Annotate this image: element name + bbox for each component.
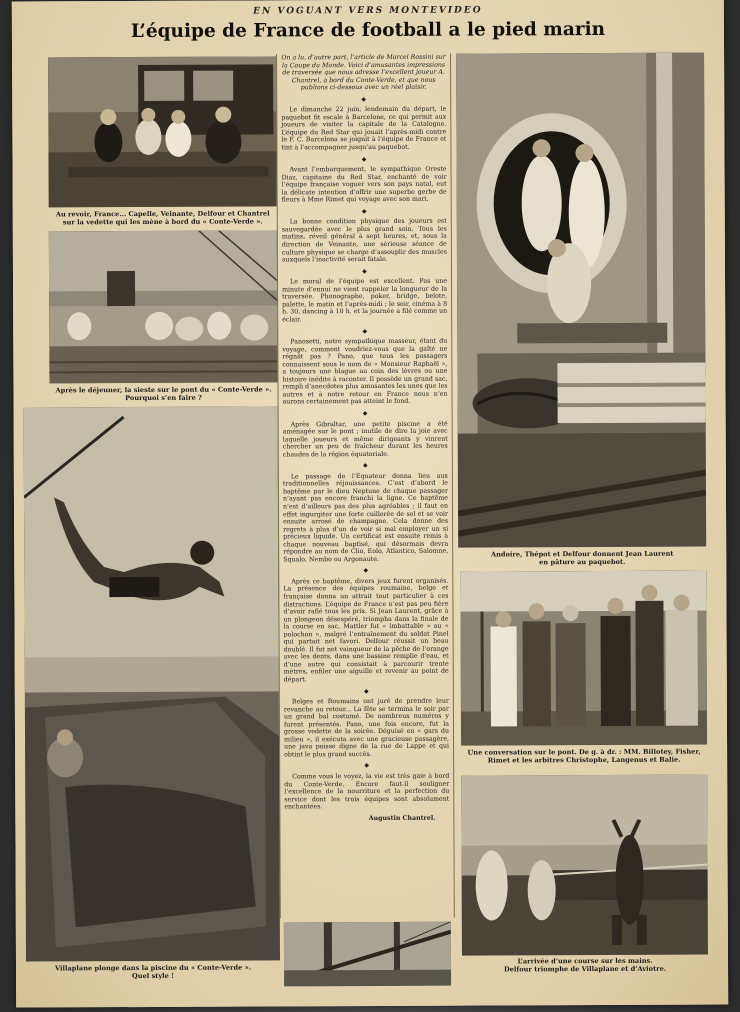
article-paragraph: Belges et Roumains ont juré de prendre leur revanche au retour... La fête se termina le soir par un grand bal costumé. De nombreux numéros y furent présentés. Pano, une fois encore, fut la grosse vedette de la soirée. Déguisé en « gars du milieu », il exécuta avec une gracieuse passagère, une java poisse digne de la rue de Lappe et qui obtint le plus grand succès. (283, 697, 450, 759)
caption-piscine-line-2: Quel style ! (132, 972, 175, 981)
article-paragraph: La bonne condition physique des joueurs est sauvegardée avec le plus grand soin. Tous les matins, réveil général à sept heures, et, sous la direction de Veinante, une sérieuse séance de culture physique se charge d’assouplir des muscles auxquels l’inactivité serait fatale. (281, 218, 447, 264)
article-paragraph: Après Gibraltar, une petite piscine a été aménagée sur le pont ; inutile de dire la joie avec laquelle joueurs et même dirigeants y vinrent chercher un peu de fraîcheur durant les heures chaudes de la région équatoriale. (282, 420, 448, 459)
section-kicker: EN VOGUANT VERS MONTEVIDEO (253, 5, 483, 17)
caption-sieste-text: Après le déjeuner, la sieste sur le pont du « Conte-Verde ». Pourquoi s’en faire ? (55, 385, 272, 403)
caption-course (462, 957, 708, 974)
article-paragraph: Le dimanche 22 juin, lendemain du départ, le paquebot fit escale à Barcelone, ce qui permit aux joueurs de visiter la capitale de la Catalogne. L’équipe du Red Star qui jouait l’après-midi contre le F. C. Barcelona se joignit à l’équipe de France et tint à l’accompagner jusqu’au paquebot. (281, 105, 447, 152)
caption-piscine (26, 963, 280, 981)
article-paragraph: Panosetti, notre sympathique masseur, étant du voyage, comment voudriez-vous que la gaîté ne régnât pas ? Pano, que tous les passagers connaissent sous le nom de « Monsieur Raphaël », a toujours une blague au coin des lèvres ou une histoire inédite à raconter. Il possède un grand sac, rempli d’anecdotes plus amusantes les unes que les autres et à notre retour en France nous n’en aurons certainement pas atteint le fond. (282, 337, 448, 406)
article-separator: ◆ (361, 95, 367, 103)
photo-sieste (49, 230, 278, 383)
article-paragraph: Le passage de l’Equateur donna lieu aux traditionnelles réjouissances. C’est d’abord le baptême par le dieu Neptune de chaque passager n’ayant pas encore franchi la ligne. Ce baptême n’est d’ailleurs pas des plus agréables ; il faut en effet ingurgiter une forte cuillerée de sel et se voir ensuite arrosé de champagne. Cela donne des regrets à plus d’un de voir si mal employer un si précieux liquide. Un certificat est ensuite remis à chaque nouveau baptisé, qui désormais devra répondre au nom de Clio, Eolo, Atlantico, Salomne, Squalo, Nembo ou Argonaute. (282, 472, 449, 564)
article-paragraph: Comme vous le voyez, la vie est très gaie à bord du Conte-Verde. Encore faut-il souligner l’excellence de la nourriture et la perfection du service dont les trois équipes sont absolument enchantées. (284, 772, 450, 811)
caption-paquebot (458, 550, 706, 567)
article-separator: ◆ (361, 207, 367, 215)
caption-course-line-1: L’arrivée d’une course sur les mains. (517, 956, 653, 966)
article-signature: Augustin Chantrel. (368, 814, 436, 822)
article-separator: ◆ (362, 267, 367, 275)
article-paragraph: Avant l’embarquement, le sympathique Oreste Diaz, capitaine du Red Star, enchanté de voir l’équipe française voguer vers son pays natal, eut la délicate intention d’offrir une superbe gerbe de fleurs à Mme Rimet qui voyage avec son mari. (281, 165, 447, 204)
photo-mats (284, 922, 451, 987)
article-separator: ◆ (362, 409, 368, 417)
article-separator: ◆ (363, 462, 368, 470)
photo-course (461, 775, 708, 956)
article-paragraph: Le moral de l’équipe est excellent. Pas une minute d’ennui ne vient rappeler la longueur de la traversée. Phonographe, poker, bridge, belote, palette, le matin et l’après-midi ; le soir, cinéma à 8 h. 30, dancing à 10 h. et la journée a filé comme un éclair. (282, 277, 448, 324)
article-column (276, 54, 455, 919)
caption-vedette: Au revoir, France... Capelle, Veinante, Delfour et Chantrel sur la vedette qui les mène à bord du « Conte-Verde ». (55, 209, 270, 227)
photo-paquebot (456, 53, 706, 548)
caption-course-line-2: Delfour triomphe de Villaplane et d’Aviotre. (503, 964, 667, 974)
article-separator: ◆ (361, 155, 367, 163)
caption-conversation: Une conversation sur le pont. De g. à dr. : MM. Billotey, Fisher, Rimet et les arbitres Christophe, Langenus et Balie. (467, 747, 701, 765)
caption-sieste (49, 385, 277, 402)
page-headline: L’équipe de France de football a le pied marin (130, 18, 606, 43)
magazine-page (12, 0, 728, 1008)
article-separator: ◆ (363, 687, 369, 695)
article-separator: ◆ (363, 567, 369, 575)
caption-paquebot-line-2: en pâture au paquebot. (539, 558, 626, 567)
article-paragraph: Après ce baptême, divers jeux furent organisés. La présence des équipes roumaine, belge et française donna un attrait tout particulier à ces distractions. L’équipe de France n’est pas peu fière d’avoir raflé tous les prix. Si Jean Laurent, grâce à un plongeon désespéré, triompha dans la finale de la course en sac, Mattler fut « imbattable » au « polochon », malgré l’entraînement du soldat Pinel qui partait net favori. Delfour réussit un beau doublé. Il fut net vainqueur de la pêche de l’orange avec les dents, dans une bassine remplie d’eau, et d’une autre qui consistait à parcourir trente mètres, enfiler une aiguille et revenir au point de départ. (283, 577, 449, 684)
article-intro: On a lu, d’autre part, l’article de Marcel Rossini sur la Coupe du Monde. Voici d’amusantes impressions de traversée que nous adresse l’excellent joueur A. Chantrel, à bord du Conte-Verde, et que nous publions ci-dessous avec un réel plaisir. (281, 53, 446, 92)
photo-plongeon (24, 406, 280, 961)
article-separator: ◆ (364, 762, 369, 770)
caption-piscine-line-1: Villaplane plonge dans la piscine du « Conte-Verde ». (54, 963, 252, 973)
caption-paquebot-line-1: Andoire, Thépot et Delfour donnent Jean Laurent (490, 549, 674, 559)
photo-vedette (48, 56, 277, 207)
article-separator: ◆ (362, 327, 368, 335)
photo-conversation (460, 571, 707, 746)
